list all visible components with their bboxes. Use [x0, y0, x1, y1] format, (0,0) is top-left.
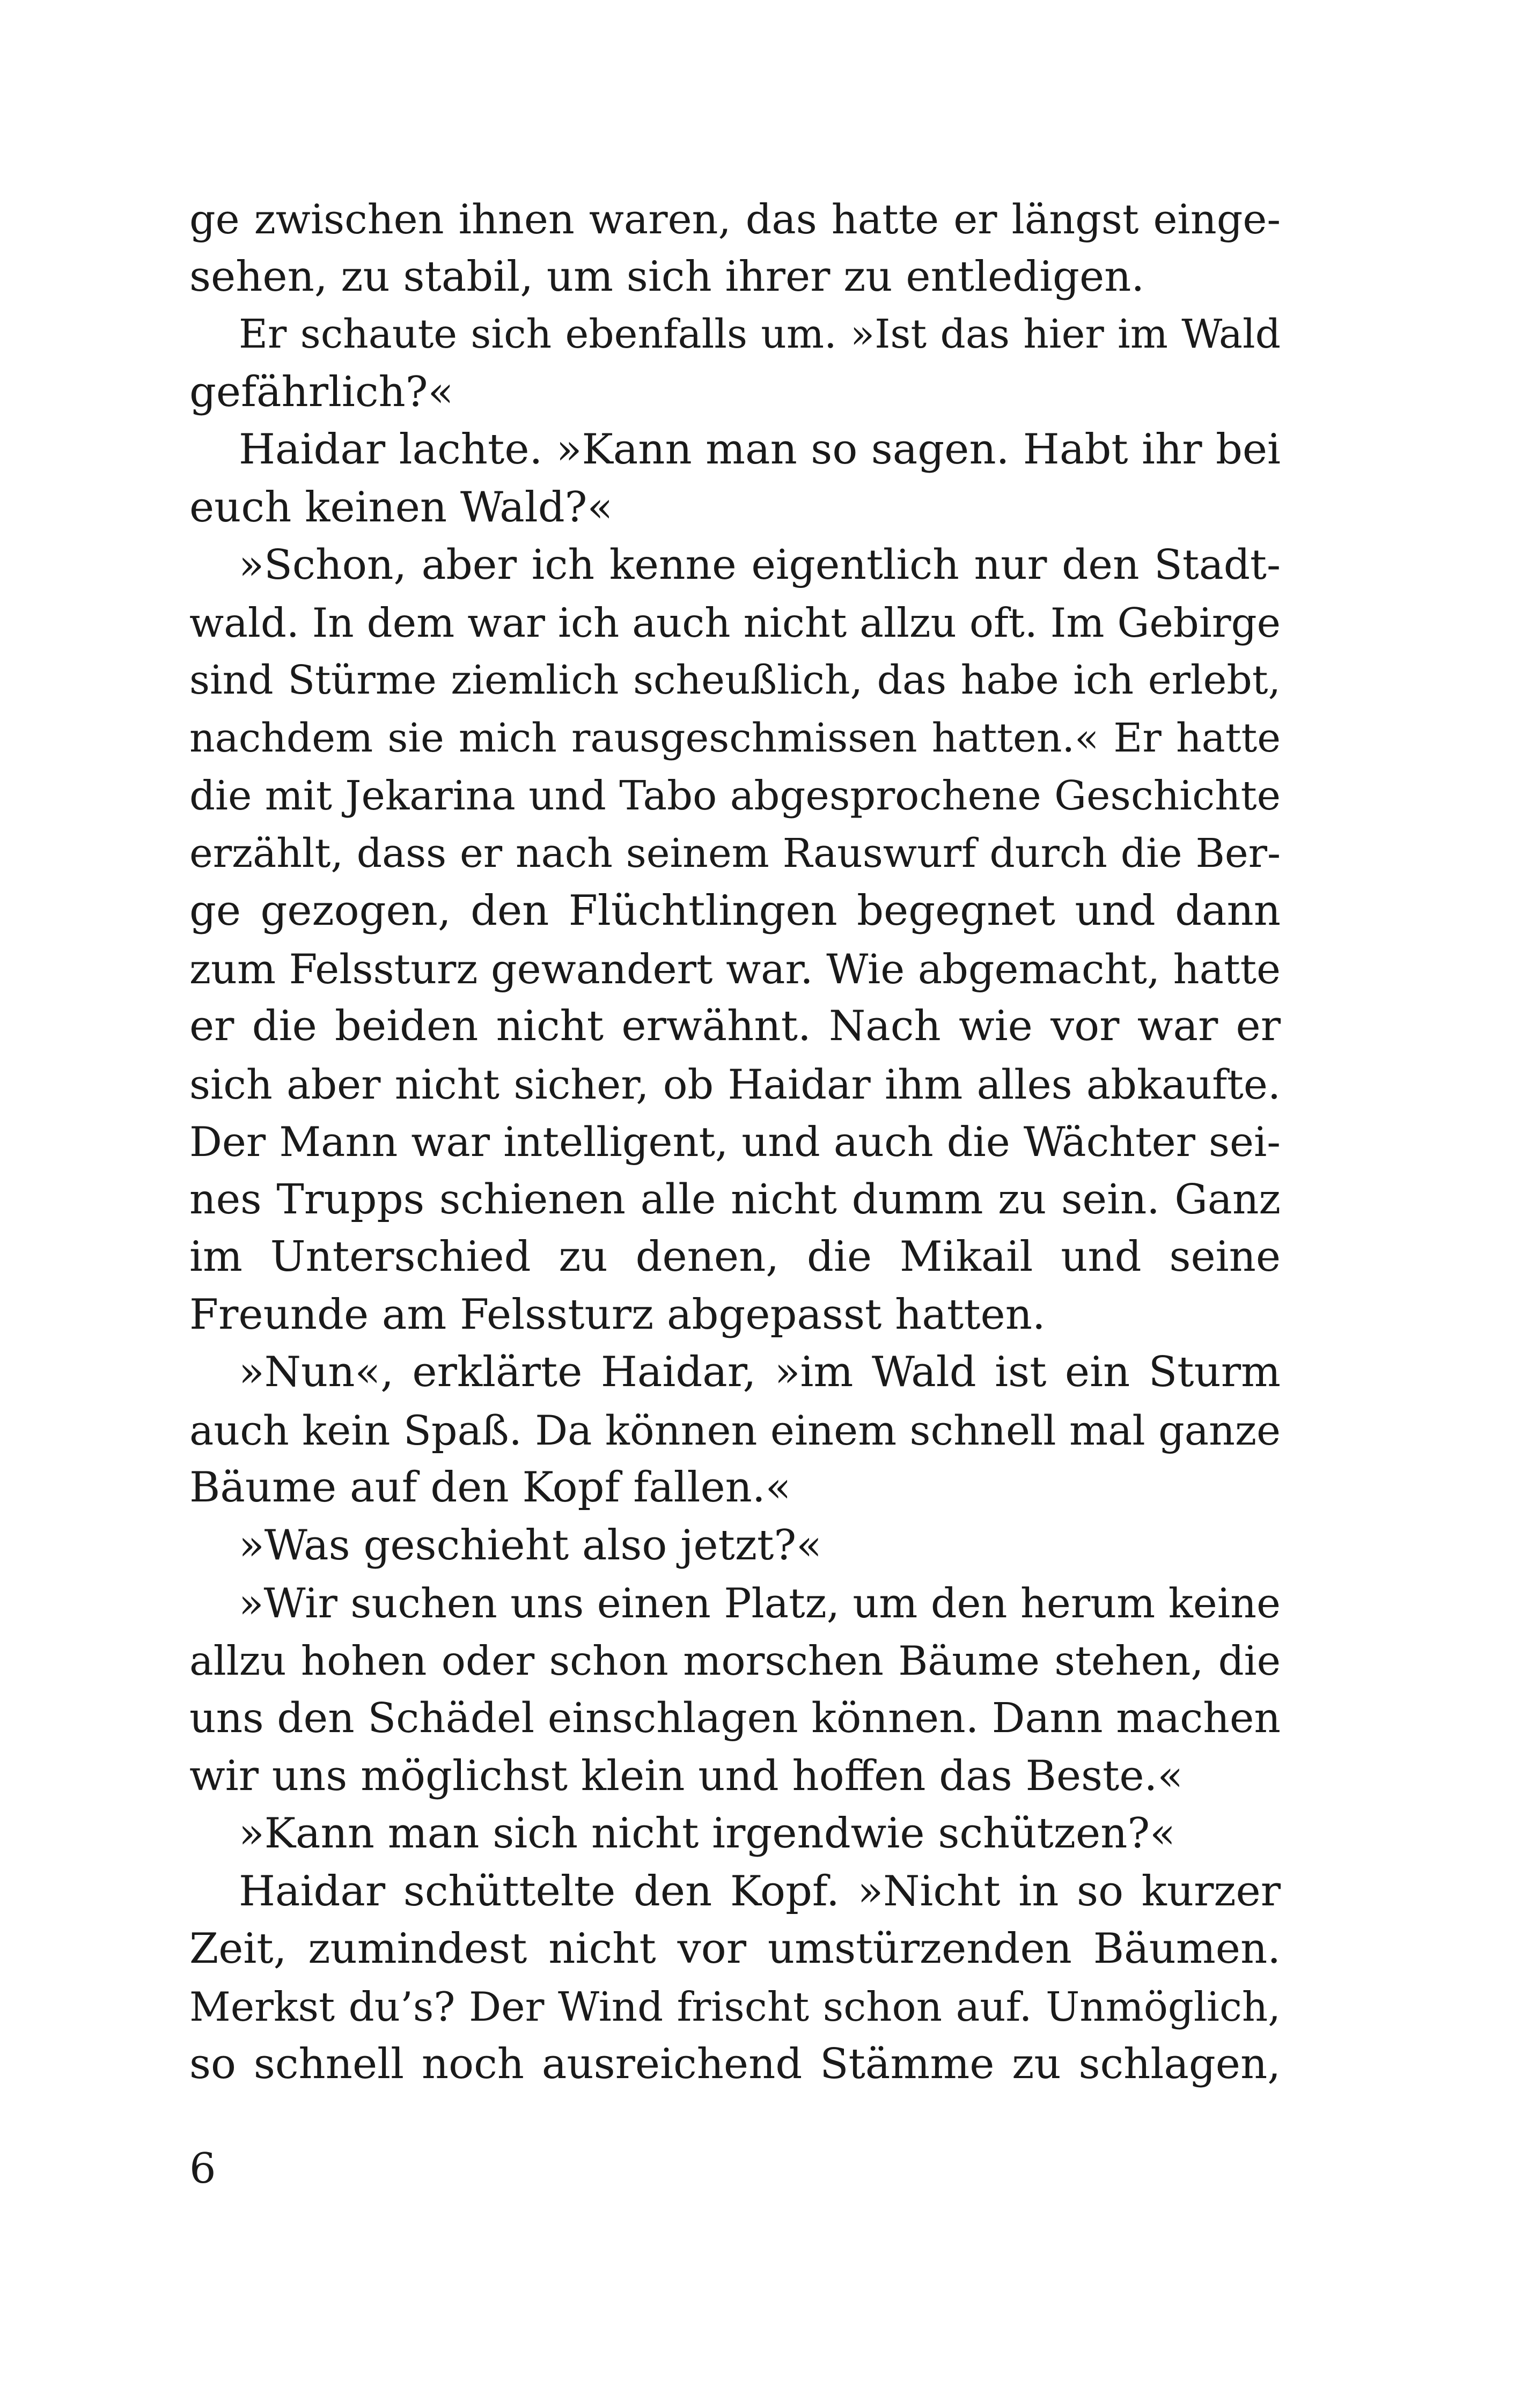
text-line: allzu hohen oder schon morschen Bäume stehen, die [189, 1637, 1281, 1684]
text-line: die mit Jekarina und Tabo abgesprochene Geschichte [189, 772, 1281, 819]
text-line: nes Trupps schienen alle nicht dumm zu sein. Ganz [189, 1175, 1281, 1224]
text-line: er die beiden nicht erwähnt. Nach wie vor war er [189, 1002, 1281, 1050]
text-line: ge gezogen, den Flüchtlingen begegnet und dann [189, 887, 1281, 935]
text-line: erzählt, dass er nach seinem Rauswurf durch die Ber- [189, 830, 1281, 877]
text-line: »Nun«, erklärte Haidar, »im Wald ist ein Sturm [239, 1348, 1281, 1396]
text-line: »Was geschieht also jetzt?« [239, 1521, 822, 1570]
text-line: »Schon, aber ich kenne eigentlich nur den Stadt- [239, 541, 1281, 589]
text-line: Er schaute sich ebenfalls um. »Ist das hier im Wald [239, 311, 1281, 357]
text-line: sehen, zu stabil, um sich ihrer zu entledigen. [189, 252, 1145, 301]
text-line: im Unterschied zu denen, die Mikail und seine [189, 1233, 1281, 1281]
page-number: 6 [189, 2145, 216, 2193]
text-line: wir uns möglichst klein und hoffen das Beste.« [189, 1751, 1184, 1800]
text-line: »Kann man sich nicht irgendwie schützen?« [239, 1809, 1175, 1858]
text-line: Bäume auf den Kopf fallen.« [189, 1463, 791, 1512]
text-line: sind Stürme ziemlich scheußlich, das habe ich erlebt, [189, 657, 1281, 703]
text-line: Merkst du’s? Der Wind frischt schon auf. Unmöglich, [189, 1983, 1281, 2030]
text-line: Zeit, zumindest nicht vor umstürzenden Bäumen. [189, 1925, 1281, 1973]
text-line: euch keinen Wald?« [189, 483, 613, 532]
text-line: ge zwischen ihnen waren, das hatte er längst einge- [189, 195, 1281, 243]
text-line: auch kein Spaß. Da können einem schnell mal ganze [189, 1406, 1281, 1454]
text-line: sich aber nicht sicher, ob Haidar ihm alles abkaufte. [189, 1060, 1281, 1108]
text-line: Freunde am Felssturz abgepasst hatten. [189, 1290, 1046, 1339]
text-line: uns den Schädel einschlagen können. Dann machen [189, 1695, 1281, 1742]
text-line: wald. In dem war ich auch nicht allzu oft. Im Gebirge [189, 599, 1281, 646]
text-line: Der Mann war intelligent, und auch die Wächter sei- [189, 1118, 1281, 1166]
text-line: Haidar schüttelte den Kopf. »Nicht in so kurzer [239, 1867, 1281, 1916]
text-line: gefährlich?« [189, 367, 454, 416]
text-line: Haidar lachte. »Kann man so sagen. Habt ihr bei [239, 425, 1281, 474]
text-line: so schnell noch ausreichend Stämme zu schlagen, [189, 2040, 1281, 2088]
text-line: zum Felssturz gewandert war. Wie abgemacht, hatte [189, 945, 1281, 993]
text-line: »Wir suchen uns einen Platz, um den herum keine [239, 1579, 1281, 1627]
text-line: nachdem sie mich rausgeschmissen hatten.« Er hatte [189, 715, 1281, 761]
body-text [189, 190, 1281, 2094]
